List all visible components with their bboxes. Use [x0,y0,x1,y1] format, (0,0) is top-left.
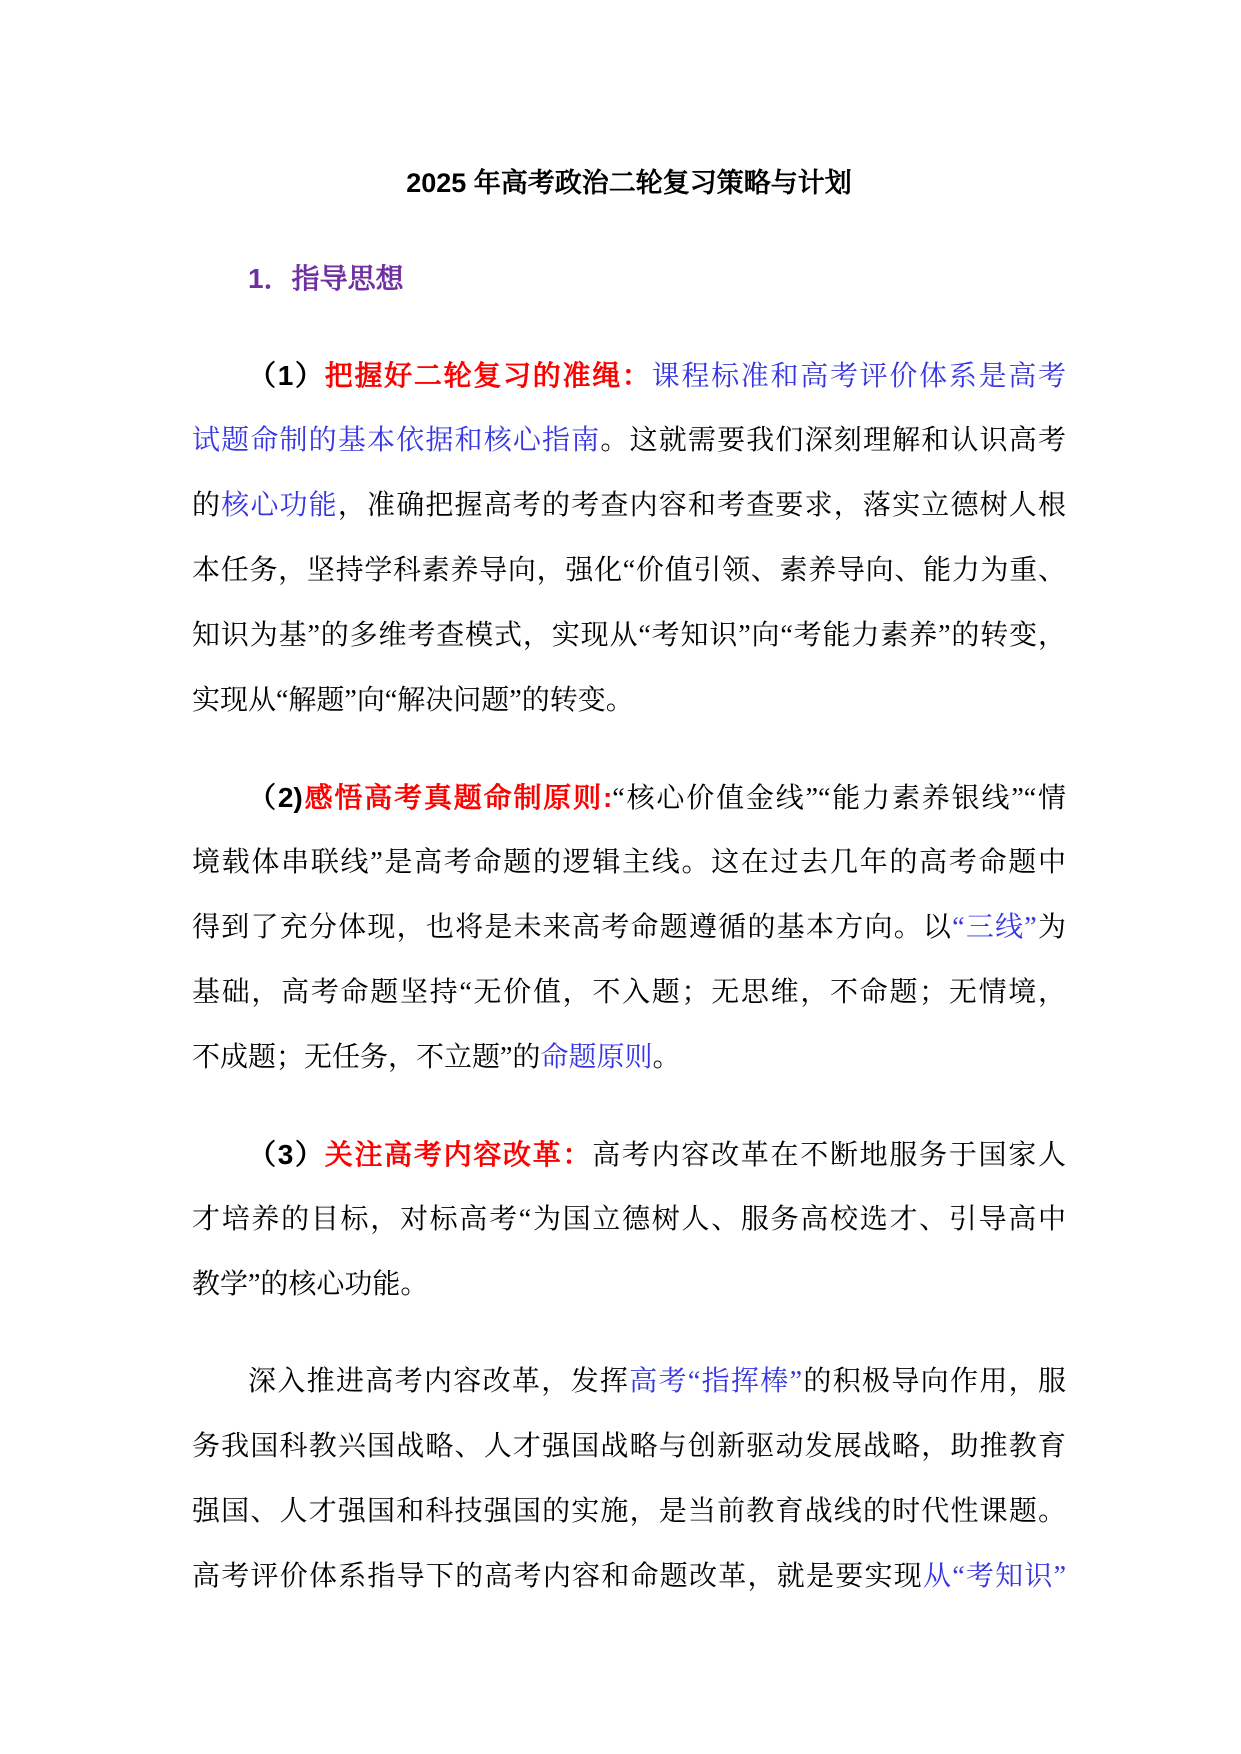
body-text [192,343,1066,1609]
document-title: 2025 年高考政治二轮复习策略与计划 [406,168,852,198]
highlight-phrase: 试题命制的基本依据和核心指南 [192,425,601,456]
body-text-run: 本任务，坚持学科素养导向，强化“价值引领、素养导向、能力为重、 [192,555,1066,586]
body-text-run: 强国、人才强国和科技强国的实施，是当前教育战线的时代性课题。 [192,1496,1066,1527]
paragraph-line [192,1252,1066,1317]
paragraph-line [192,343,1066,408]
paragraph-line [192,668,1066,733]
paragraph-1 [192,343,1066,733]
body-text-run: 得到了充分体现，也将是未来高考命题遵循的基本方向。以 [192,912,953,943]
paragraph-2 [192,765,1066,1090]
paragraph-line [192,1349,1066,1414]
highlight-phrase: 课程标准和高考评价体系是高考 [651,361,1066,392]
paragraph-line [192,1479,1066,1544]
item-number: （3） [248,1139,325,1170]
paragraph-line [192,1544,1066,1609]
paragraph-line [192,1122,1066,1187]
body-text-run: 为 [1036,912,1066,943]
highlight-phrase: 核心功能 [221,490,338,521]
body-text-run: 的积极导向作用，服 [802,1366,1066,1397]
body-text-run: 务我国科教兴国战略、人才强国战略与创新驱动发展战略，助推教育 [192,1431,1066,1462]
highlight-phrase: 从“考知识” [922,1561,1066,1592]
paragraph-line [192,408,1066,473]
body-text-run: 不成题；无任务，不立题”的 [192,1042,541,1073]
section-heading: 1．指导思想 [248,263,404,294]
body-text-run: 。 [652,1042,681,1073]
key-phrase: 关注高考内容改革： [324,1139,593,1170]
paragraph-line [192,473,1066,538]
body-text-run: ，准确把握高考的考查内容和考查要求，落实立德树人根 [337,490,1066,521]
body-text-run: 才培养的目标，对标高考“为国立德树人、服务高校选才、引导高中 [192,1204,1066,1235]
paragraph-line [192,765,1066,830]
highlight-phrase: “三线” [952,912,1037,943]
highlight-phrase: 高考“指挥棒” [629,1366,803,1397]
body-text-run: 的 [192,490,222,521]
key-phrase: 感悟高考真题命制原则: [302,782,613,813]
body-text-run: 境载体串联线”是高考命题的逻辑主线。这在过去几年的高考命题中 [192,847,1066,878]
key-phrase: 把握好二轮复习的准绳： [324,360,652,391]
paragraph-line [192,538,1066,603]
paragraph-line [192,1025,1066,1090]
body-text-run: 高考评价体系指导下的高考内容和命题改革，就是要实现 [192,1561,923,1592]
paragraph-line [192,603,1066,668]
body-text-run: 教学”的核心功能。 [192,1269,429,1300]
paragraph-line [192,830,1066,895]
paragraph-3 [192,1122,1066,1317]
paragraph-line [192,895,1066,960]
body-text-run: 基础，高考命题坚持“无价值，不入题；无思维，不命题；无情境， [192,977,1066,1008]
body-text-run: 高考内容改革在不断地服务于国家人 [592,1140,1066,1171]
page-content [192,151,1066,1609]
body-text-run: 深入推进高考内容改革，发挥 [248,1366,630,1397]
highlight-phrase: 命题原则 [540,1042,653,1073]
item-number: （2) [248,782,303,813]
paragraph-line [192,960,1066,1025]
body-text-run: 。这就需要我们深刻理解和认识高考 [600,425,1066,456]
body-text-run: 知识为基”的多维考查模式，实现从“考知识”向“考能力素养”的转变， [192,620,1066,651]
paragraph-line [192,1187,1066,1252]
paragraph-line [192,1414,1066,1479]
body-text-run: “核心价值金线”“能力素养银线”“情 [612,783,1067,814]
body-text-run: 实现从“解题”向“解决问题”的转变。 [192,685,634,716]
paragraph-4 [192,1349,1066,1609]
item-number: （1） [248,360,325,391]
